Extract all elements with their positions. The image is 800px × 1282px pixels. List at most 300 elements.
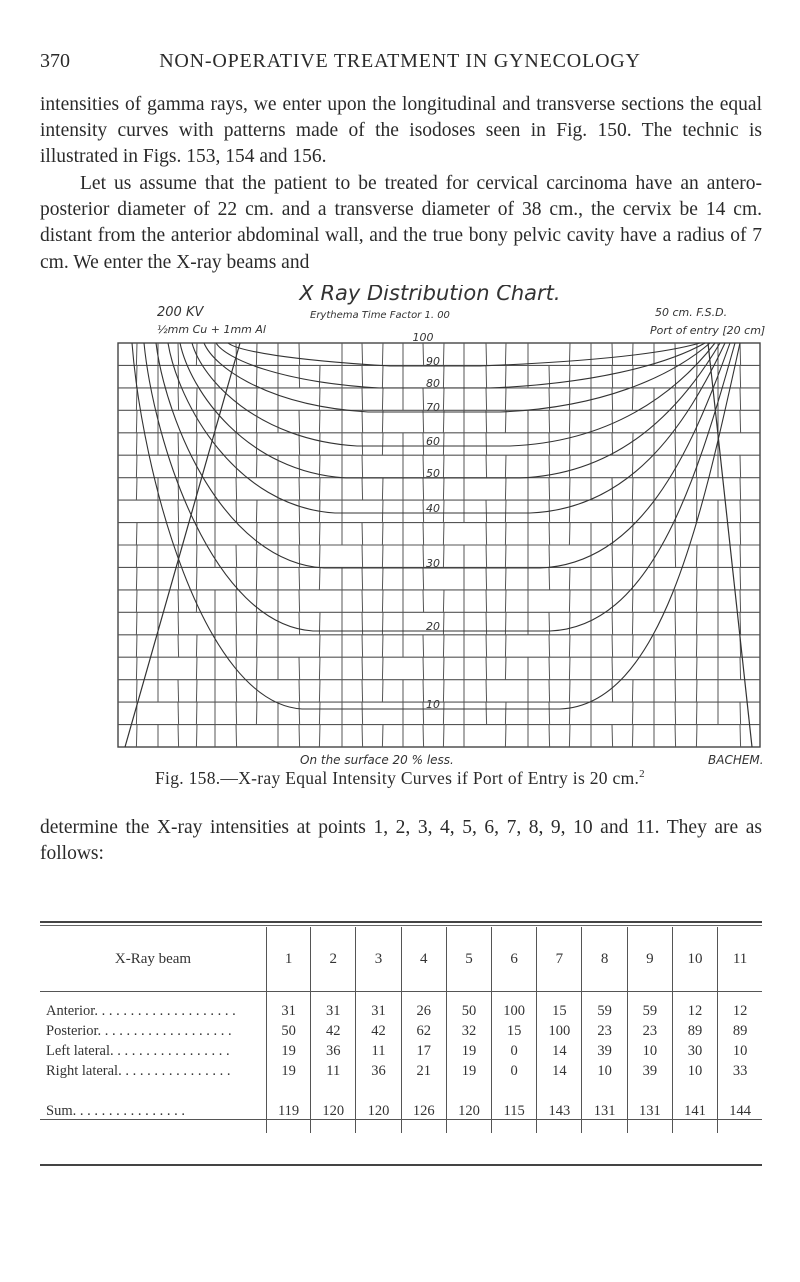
grid-col-line	[362, 680, 363, 702]
grid-col-line	[443, 500, 444, 522]
grid-col-line	[675, 702, 676, 724]
table-cell: 15	[492, 1021, 537, 1041]
grid-col-line	[423, 657, 424, 679]
grid-col-line	[443, 433, 444, 455]
grid-col-line	[569, 725, 570, 747]
table-cell: 19	[446, 1061, 491, 1089]
table-row	[40, 1041, 762, 1061]
grid-col-line	[443, 478, 444, 500]
table-cell: 89	[718, 1021, 762, 1041]
filter-label: ½mm Cu + 1mm Al	[157, 323, 266, 336]
grid-col-line	[362, 702, 363, 724]
grid-col-line	[423, 725, 424, 747]
row-label: Posterior. . . . . . . . . . . . . . . . . . .	[46, 1022, 232, 1039]
grid-col-line	[256, 388, 257, 410]
grid-col-line	[632, 545, 633, 567]
grid-col-line	[740, 702, 741, 724]
grid-col-line	[740, 455, 741, 477]
grid-col-line	[443, 455, 444, 477]
grid-col-line	[236, 590, 237, 612]
grid-col-line	[256, 455, 257, 477]
grid-col-line	[256, 433, 257, 455]
grid-col-line	[362, 657, 363, 679]
grid-col-line	[196, 680, 197, 702]
table-cell: 31	[356, 991, 401, 1021]
row-label: Anterior. . . . . . . . . . . . . . . . . . . .	[46, 1002, 236, 1019]
table-cell: 33	[718, 1061, 762, 1089]
grid-col-line	[423, 455, 424, 477]
grid-col-line	[319, 388, 320, 410]
grid-col-line	[569, 523, 570, 545]
table-cell: 0	[492, 1041, 537, 1061]
grid-col-line	[136, 725, 137, 747]
grid-col-line	[299, 657, 300, 679]
grid-col-line	[632, 500, 633, 522]
grid-col-line	[569, 702, 570, 724]
isodose-curve	[132, 343, 740, 709]
table-cell: 12	[718, 991, 762, 1021]
grid-col-line	[136, 680, 137, 702]
grid-col-line	[178, 433, 179, 455]
table-top-rule	[40, 921, 762, 923]
grid-col-line	[236, 500, 237, 522]
grid-col-line	[549, 635, 550, 657]
grid-col-line	[136, 410, 137, 432]
grid-col-line	[675, 725, 676, 747]
grid-col-line	[362, 388, 363, 410]
grid-col-line	[236, 478, 237, 500]
table-cell: 31	[311, 991, 356, 1021]
grid-col-line	[486, 500, 487, 522]
grid-col-line	[612, 500, 613, 522]
table-cell: 39	[582, 1041, 627, 1061]
column-header-point: 11	[718, 927, 762, 991]
grid-col-line	[382, 410, 383, 432]
table-cell: 62	[401, 1021, 446, 1041]
grid-col-line	[675, 523, 676, 545]
grid-col-line	[612, 635, 613, 657]
column-header-point: 5	[446, 927, 491, 991]
table-cell: 15	[537, 991, 582, 1021]
grid-col-line	[675, 680, 676, 702]
grid-col-line	[423, 567, 424, 589]
grid-col-line	[362, 478, 363, 500]
grid-col-line	[632, 680, 633, 702]
column-header-point: 6	[492, 927, 537, 991]
grid-col-line	[549, 523, 550, 545]
grid-col-line	[136, 612, 137, 634]
grid-col-line	[382, 725, 383, 747]
grid-col-line	[256, 500, 257, 522]
sum-label: Sum. . . . . . . . . . . . . . . .	[46, 1102, 185, 1119]
grid-col-line	[362, 343, 363, 365]
grid-col-line	[236, 545, 237, 567]
grid-col-line	[549, 433, 550, 455]
grid-col-line	[486, 635, 487, 657]
grid-col-line	[136, 635, 137, 657]
table-cell: 17	[401, 1041, 446, 1061]
grid-col-line	[178, 725, 179, 747]
grid-col-line	[632, 590, 633, 612]
table-cell: 10	[627, 1041, 672, 1061]
grid-col-line	[443, 657, 444, 679]
grid-col-line	[256, 590, 257, 612]
sum-cell: 141	[672, 1089, 717, 1133]
grid-col-line	[569, 478, 570, 500]
column-header-point: 10	[672, 927, 717, 991]
sum-cell: 119	[267, 1089, 311, 1133]
grid-col-line	[136, 433, 137, 455]
sum-cell: 120	[446, 1089, 491, 1133]
grid-col-line	[740, 410, 741, 432]
grid-col-line	[178, 545, 179, 567]
grid-col-line	[696, 680, 697, 702]
grid-col-line	[675, 433, 676, 455]
table-cell: 42	[356, 1021, 401, 1041]
grid-col-line	[740, 500, 741, 522]
grid-col-line	[505, 702, 506, 724]
grid-col-line	[178, 590, 179, 612]
grid-col-line	[299, 478, 300, 500]
grid-col-line	[299, 590, 300, 612]
grid-col-line	[423, 590, 424, 612]
grid-col-line	[675, 455, 676, 477]
grid-col-line	[319, 545, 320, 567]
grid-col-line	[236, 725, 237, 747]
column-header-point: 4	[401, 927, 446, 991]
grid-col-line	[299, 343, 300, 365]
grid-col-line	[196, 702, 197, 724]
grid-col-line	[236, 455, 237, 477]
grid-col-line	[423, 388, 424, 410]
grid-col-line	[178, 523, 179, 545]
grid-col-line	[632, 478, 633, 500]
grid-col-line	[382, 590, 383, 612]
grid-col-line	[236, 365, 237, 387]
grid-col-line	[178, 500, 179, 522]
grid-col-line	[675, 635, 676, 657]
xray-distribution-chart	[0, 285, 800, 765]
grid-col-line	[675, 545, 676, 567]
grid-col-line	[696, 500, 697, 522]
grid-col-line	[362, 590, 363, 612]
grid-col-line	[443, 702, 444, 724]
grid-col-line	[299, 523, 300, 545]
grid-col-line	[549, 545, 550, 567]
grid-col-line	[505, 500, 506, 522]
sum-cell: 115	[492, 1089, 537, 1133]
grid-col-line	[178, 478, 179, 500]
grid-col-line	[136, 478, 137, 500]
grid-col-line	[632, 388, 633, 410]
grid-col-line	[549, 365, 550, 387]
chart-title: X Ray Distribution Chart.	[299, 285, 561, 305]
grid-col-line	[178, 343, 179, 365]
grid-col-line	[178, 680, 179, 702]
grid-col-line	[696, 545, 697, 567]
grid-col-line	[505, 343, 506, 365]
grid-col-line	[549, 657, 550, 679]
grid-col-line	[423, 500, 424, 522]
grid-col-line	[569, 567, 570, 589]
table-cell: 19	[267, 1041, 311, 1061]
grid-col-line	[362, 635, 363, 657]
grid-col-line	[549, 455, 550, 477]
table-cell: 42	[311, 1021, 356, 1041]
grid-col-line	[196, 567, 197, 589]
grid-col-line	[382, 433, 383, 455]
grid-col-line	[486, 455, 487, 477]
grid-col-line	[382, 657, 383, 679]
column-header-point: 3	[356, 927, 401, 991]
grid-col-line	[236, 433, 237, 455]
grid-col-line	[569, 612, 570, 634]
grid-col-line	[299, 455, 300, 477]
grid-col-line	[196, 433, 197, 455]
grid-col-line	[696, 725, 697, 747]
table-row	[40, 1021, 762, 1041]
grid-col-line	[486, 388, 487, 410]
grid-col-line	[319, 635, 320, 657]
table-header-row	[40, 927, 762, 991]
grid-col-line	[675, 388, 676, 410]
grid-col-line	[505, 567, 506, 589]
isodose-label: 30	[426, 557, 440, 570]
grid-col-line	[505, 590, 506, 612]
grid-col-line	[236, 680, 237, 702]
grid-col-line	[569, 410, 570, 432]
table-cell: 100	[492, 991, 537, 1021]
grid-col-line	[423, 433, 424, 455]
table-cell: 26	[401, 991, 446, 1021]
column-header-point: 1	[267, 927, 311, 991]
grid-col-line	[612, 567, 613, 589]
grid-col-line	[136, 455, 137, 477]
grid-col-line	[612, 388, 613, 410]
grid-col-line	[612, 410, 613, 432]
grid-col-line	[486, 567, 487, 589]
grid-col-line	[632, 635, 633, 657]
grid-col-line	[382, 478, 383, 500]
table-cell: 100	[537, 1021, 582, 1041]
grid-col-line	[632, 365, 633, 387]
grid-col-line	[136, 590, 137, 612]
isodose-label: 90	[426, 355, 440, 368]
table-row	[40, 991, 762, 1021]
grid-col-line	[423, 410, 424, 432]
grid-col-line	[505, 657, 506, 679]
figure-caption	[0, 768, 800, 789]
table-cell: 23	[582, 1021, 627, 1041]
grid-col-line	[632, 343, 633, 365]
grid-col-line	[382, 365, 383, 387]
grid-col-line	[362, 545, 363, 567]
grid-col-line	[696, 635, 697, 657]
grid-col-line	[505, 388, 506, 410]
grid-col-line	[632, 433, 633, 455]
grid-col-line	[362, 433, 363, 455]
page-number: 370	[40, 50, 70, 72]
grid-col-line	[632, 725, 633, 747]
grid-col-line	[549, 567, 550, 589]
grid-col-line	[319, 567, 320, 589]
grid-col-line	[196, 545, 197, 567]
grid-col-line	[549, 410, 550, 432]
table-cell: 14	[537, 1061, 582, 1089]
table-top-rule-thin	[40, 925, 762, 926]
grid-col-line	[696, 590, 697, 612]
fsd-label: 50 cm. F.S.D.	[655, 306, 728, 319]
grid-col-line	[612, 523, 613, 545]
grid-col-line	[569, 657, 570, 679]
grid-col-line	[178, 455, 179, 477]
grid-col-line	[256, 612, 257, 634]
grid-col-line	[423, 635, 424, 657]
grid-col-line	[382, 680, 383, 702]
grid-col-line	[486, 523, 487, 545]
grid-col-line	[486, 657, 487, 679]
grid-col-line	[299, 725, 300, 747]
isodose-curve	[204, 343, 710, 412]
sum-cell: 120	[311, 1089, 356, 1133]
paragraph-2: Let us assume that the patient to be treated for cervical carcinoma have an antero-posterior diameter of 22 cm. and a transverse diameter of 38 cm., the cervix be 14 cm. distant from the anterior abdominal wall, and the true bony pelvic cavity have a radius of 7 cm. We enter the X-ray beams and	[40, 173, 762, 273]
grid-col-line	[362, 725, 363, 747]
table-cell: 21	[401, 1061, 446, 1089]
grid-col-line	[136, 545, 137, 567]
grid-col-line	[196, 500, 197, 522]
figure-caption-text: Fig. 158.—X-ray Equal Intensity Curves if Port of Entry is 20 cm.	[155, 768, 640, 788]
isodose-label: 40	[426, 502, 440, 515]
table-cell: 11	[311, 1061, 356, 1089]
row-label: Right lateral. . . . . . . . . . . . . . . .	[46, 1062, 231, 1079]
grid-col-line	[569, 680, 570, 702]
grid-col-line	[382, 388, 383, 410]
surface-note: On the surface 20 % less.	[300, 753, 454, 765]
grid-col-line	[443, 590, 444, 612]
grid-col-line	[740, 657, 741, 679]
grid-col-line	[256, 702, 257, 724]
grid-col-line	[423, 545, 424, 567]
grid-col-line	[256, 365, 257, 387]
isodose-label: 80	[426, 377, 440, 390]
grid-col-line	[612, 657, 613, 679]
kv-label: 200 KV	[157, 305, 204, 320]
chart-signature: BACHEM.	[708, 753, 764, 765]
grid-col-line	[486, 680, 487, 702]
grid-col-line	[299, 500, 300, 522]
grid-col-line	[505, 635, 506, 657]
table-cell: 19	[446, 1041, 491, 1061]
grid-col-line	[612, 590, 613, 612]
table-cell: 89	[672, 1021, 717, 1041]
grid-col-line	[196, 388, 197, 410]
table-cell: 32	[446, 1021, 491, 1041]
grid-col-line	[256, 545, 257, 567]
grid-col-line	[740, 725, 741, 747]
grid-col-line	[486, 433, 487, 455]
grid-col-line	[569, 365, 570, 387]
grid-col-line	[256, 680, 257, 702]
grid-col-line	[236, 388, 237, 410]
grid-col-line	[443, 545, 444, 567]
table-cell: 36	[311, 1041, 356, 1061]
grid-col-line	[740, 388, 741, 410]
grid-col-line	[740, 343, 741, 365]
grid-col-line	[696, 433, 697, 455]
running-head: NON-OPERATIVE TREATMENT IN GYNECOLOGY	[159, 50, 641, 72]
grid-col-line	[505, 478, 506, 500]
grid-col-line	[423, 702, 424, 724]
grid-col-line	[505, 365, 506, 387]
grid-col-line	[423, 343, 424, 365]
grid-col-line	[612, 725, 613, 747]
grid-col-line	[443, 410, 444, 432]
sum-cell: 143	[537, 1089, 582, 1133]
isodose-curve	[192, 343, 715, 446]
grid-col-line	[423, 478, 424, 500]
grid-col-line	[382, 635, 383, 657]
grid-col-line	[675, 478, 676, 500]
table-cell: 30	[672, 1041, 717, 1061]
port-of-entry-label: Port of entry [20 cm]	[650, 324, 766, 337]
grid-col-line	[549, 388, 550, 410]
grid-col-line	[299, 702, 300, 724]
grid-col-line	[299, 612, 300, 634]
grid-col-line	[696, 388, 697, 410]
grid-col-line	[505, 523, 506, 545]
table-cell: 12	[672, 991, 717, 1021]
grid-col-line	[136, 567, 137, 589]
grid-col-line	[256, 410, 257, 432]
grid-col-line	[612, 612, 613, 634]
grid-col-line	[362, 523, 363, 545]
grid-col-line	[362, 365, 363, 387]
column-header-point: 7	[537, 927, 582, 991]
column-header-beam: X-Ray beam	[114, 950, 192, 967]
grid-col-line	[382, 567, 383, 589]
table-cell: 36	[356, 1061, 401, 1089]
grid-col-line	[569, 590, 570, 612]
grid-col-line	[256, 657, 257, 679]
grid-col-line	[443, 523, 444, 545]
grid-col-line	[505, 545, 506, 567]
grid-col-line	[696, 567, 697, 589]
grid-col-line	[696, 478, 697, 500]
grid-col-line	[256, 635, 257, 657]
table-cell: 10	[582, 1061, 627, 1089]
grid-col-line	[612, 680, 613, 702]
table-cell: 31	[267, 991, 311, 1021]
grid-col-line	[319, 680, 320, 702]
grid-col-line	[549, 478, 550, 500]
grid-col-line	[319, 523, 320, 545]
figure-caption-footnote: 2	[639, 768, 645, 781]
sum-cell: 131	[582, 1089, 627, 1133]
table-cell: 50	[446, 991, 491, 1021]
grid-col-line	[362, 410, 363, 432]
grid-col-line	[236, 635, 237, 657]
grid-col-line	[319, 410, 320, 432]
grid-col-line	[236, 410, 237, 432]
grid-col-line	[443, 680, 444, 702]
table-cell: 10	[718, 1041, 762, 1061]
grid-col-line	[486, 410, 487, 432]
table-cell: 10	[672, 1061, 717, 1089]
chart-subtitle: Erythema Time Factor 1. 00	[310, 310, 450, 321]
table-sum-row	[40, 1089, 762, 1133]
grid-col-line	[740, 523, 741, 545]
grid-col-line	[632, 702, 633, 724]
